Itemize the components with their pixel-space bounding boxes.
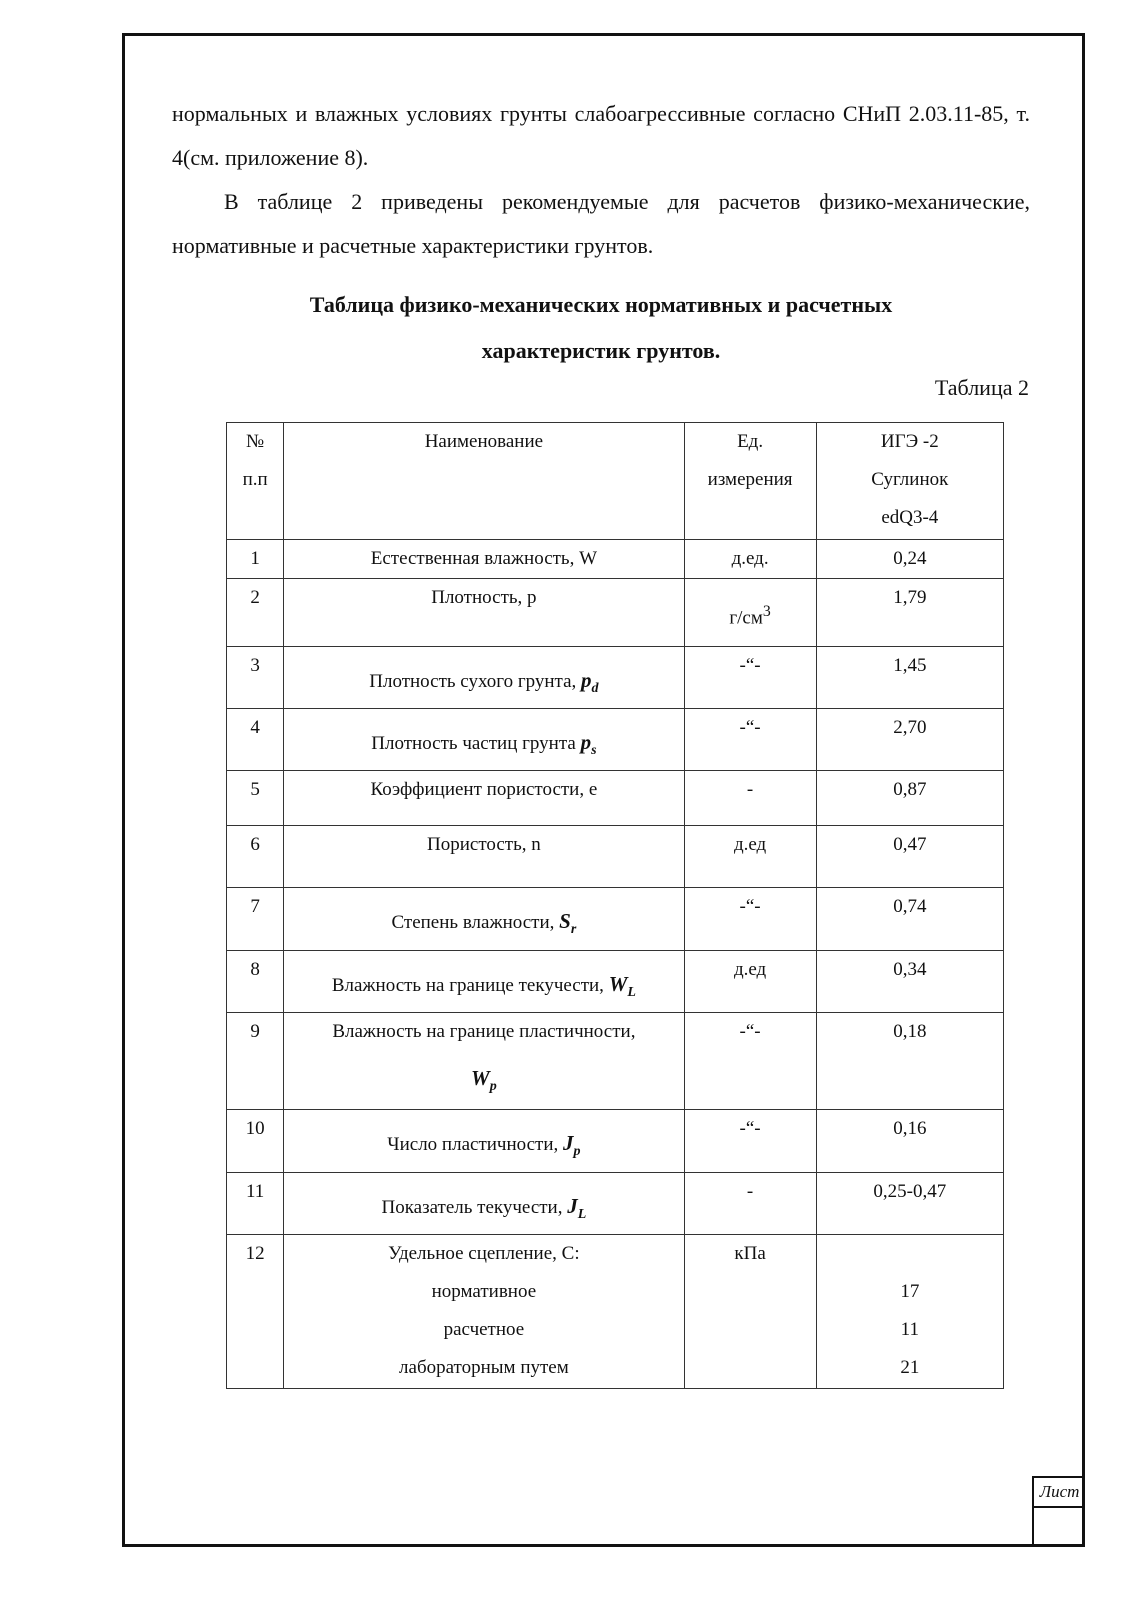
table-row: 2 Плотность, p $г/см^3$ 1,79	[227, 579, 1004, 647]
table-row: 6 Пористость, n д.ед 0,47	[227, 826, 1004, 888]
wl-symbol: $W_L$	[608, 971, 636, 1000]
jl-symbol: $J_L$	[567, 1193, 587, 1222]
paragraph-1: нормальных и влажных условиях грунты слабоагрессивные согласно СНиП 2.03.11-85, т. 4(см. приложение 8).	[172, 101, 1030, 170]
jp-symbol: $J_p$	[563, 1130, 581, 1159]
header-value: ИГЭ -2 Суглинок edQ3-4	[816, 423, 1003, 540]
sheet-label: Лист	[1034, 1478, 1085, 1508]
table-row: 7 Степень влажности, $S_r$ -“- 0,74	[227, 888, 1004, 950]
table-row: 4 Плотность частиц грунта $p_s$ -“- 2,70	[227, 709, 1004, 771]
rho-d-symbol: $p_d$	[581, 668, 599, 697]
table-row: 1 Естественная влажность, W д.ед. 0,24	[227, 540, 1004, 579]
table-row: 5 Коэффициент пористости, е - 0,87	[227, 771, 1004, 826]
wp-symbol: $W_p$	[471, 1065, 497, 1094]
paragraph-2: В таблице 2 приведены рекомендуемые для расчетов физико-механические, нормативные и расчетные характеристики грунтов.	[172, 189, 1030, 258]
heading-line-2: характеристик грунтов.	[481, 338, 721, 363]
table-row: 3 Плотность сухого грунта, $p_d$ -“- 1,45	[227, 647, 1004, 709]
table-label: Таблица 2	[934, 375, 1029, 400]
table-row: 8 Влажность на границе текучести, $W_L$ д.ед 0,34	[227, 950, 1004, 1012]
header-name: Наименование	[284, 423, 684, 540]
table-heading	[172, 282, 1030, 374]
table-row: 9 Влажность на границе пластичности, $W_p$ -“- 0,18	[227, 1012, 1004, 1109]
table-row: 12 Удельное сцепление, С: нормативное расчетное лабораторным путем кПа 17 11 21	[227, 1234, 1004, 1388]
header-unit: Ед. измерения	[684, 423, 816, 540]
heading-line-1: Таблица физико-механических нормативных и расчетных	[309, 292, 893, 317]
body-text	[172, 92, 1030, 268]
unit-cell: $г/см^3$	[684, 579, 816, 647]
sheet-stamp	[1032, 1476, 1085, 1547]
soil-properties-table	[226, 422, 1004, 1389]
rho-s-symbol: $p_s$	[580, 730, 597, 759]
table-row: 10 Число пластичности, $J_p$ -“- 0,16	[227, 1109, 1004, 1172]
table-row: 11 Показатель текучести, $J_L$ - 0,25-0,47	[227, 1172, 1004, 1234]
header-num: № п.п	[227, 423, 284, 540]
sr-symbol: $S_r$	[559, 909, 577, 938]
table-header-row	[227, 423, 1004, 540]
